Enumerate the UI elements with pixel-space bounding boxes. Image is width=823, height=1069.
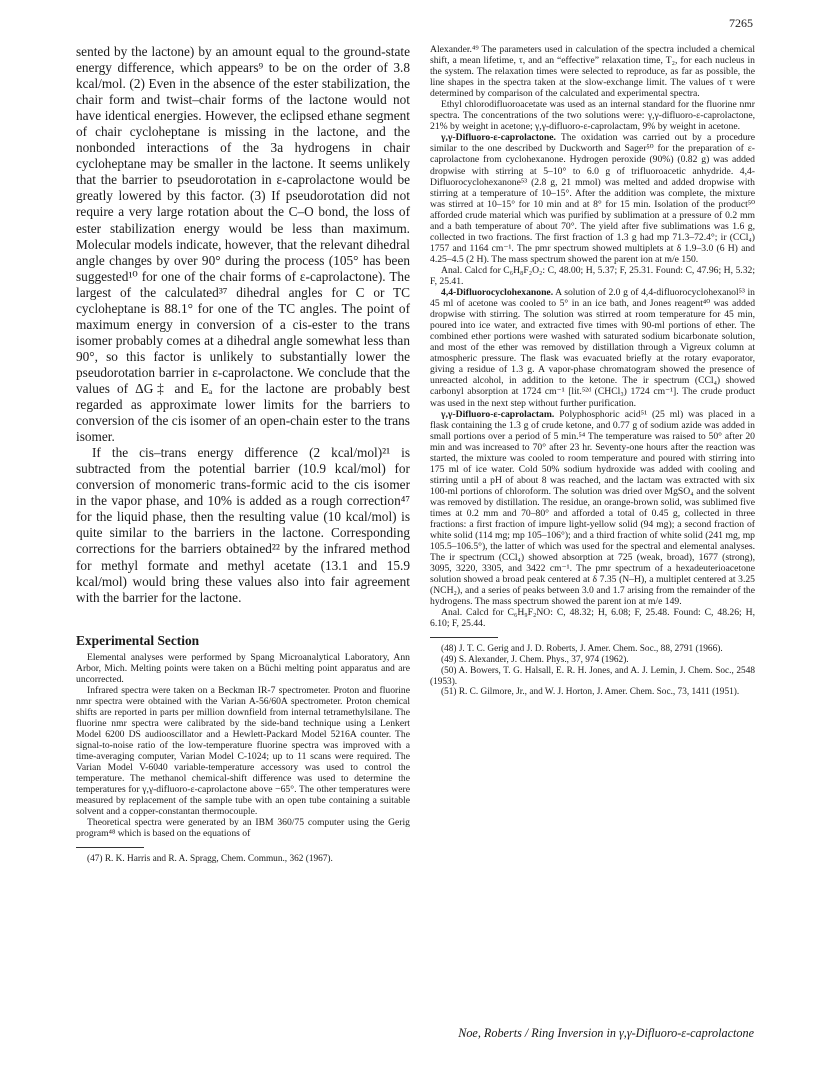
paragraph-text: Polyphosphoric acid⁵¹ (25 ml) was placed in a flask containing the 1.3 g of crude ketone, and 0.77 g of sodium azide was added in small portions over a period of 5 min.⁵⁴ The temperature was raised to 50° after 20 min and was increased to 70° after 23 hr. Seventy-one hours after the reaction was started, the mixture was cooled to room temperature and poured with stirring into 175 ml of ice water. Cold 50% sodium hydroxide was added with cooling and stirring until a pH of about 8 was reached, and the lactam was extracted with six 100-ml portions of chloroform. The solution was dried over MgSO₄ and the solvent was removed by distillation. The residue, an orange-brown solid, was sublimed five times at 0.2 mm and 70–80° and afforded a total of 0.45 g, collected in three fractions: a first fraction of impure light-yellow solid (94 mg); a second fraction of white solid (114 mg; mp 105–106°); and a third fraction of white solid (241 mg, mp 105.5–106.5°), the latter of which was used for the spectral and elemental analyses. The ir spectrum (CCl₄) showed absorption at 725 (weak, broad), 1677 (strong), 3095, 3220, 3305, and 3422 cm⁻¹. The pmr spectrum of a hexadeuterioacetone solution showed a broad peak centered at δ 7.35 (N–H), a multiplet centered at 3.25 (NCH₂), and a series of peaks between 3.0 and 1.7 arising from the remainder of the hydrogens. The mass spectrum showed the parent ion at m/e 149.: [430, 408, 755, 608]
running-footer: Noe, Roberts / Ring Inversion in γ,γ-Difluoro-ε-caprolactone: [458, 1026, 754, 1040]
paragraph-text: Anal. Calcd for C₆H₉F₂NO: C, 48.32; H, 6.08; F, 25.48. Found: C, 48.26; H, 6.10; F, 25.44.: [430, 607, 755, 630]
compound-heading: γ,γ-Difluoro-ε-caprolactam.: [441, 408, 555, 420]
section-heading: Experimental Section: [76, 632, 200, 648]
experimental-paragraph: [430, 409, 755, 608]
paragraph-text: The oxidation was carried out by a procedure similar to the one described by Duckworth and Sager⁵⁰ for the preparation of ε-caprolactone from cyclohexanone. Hydrogen peroxide (90%) (0.82 g) was added dropwise with stirring at 5–10° to 6.0 g of trifluoroacetic anhydride. 4,4-Difluorocyclohexanone⁵³ (2.8 g, 21 mmol) was melted and added dropwise with stirring at a temperature of 10–15°. After the addition was complete, the mixture was stirred at 10–15° for 10 min and at 8° for 15 min. Isolation of the product⁵⁰ afforded crude material which was purified by sublimation at a pressure of 0.2 mm and a bath temperature of about 70°. The yield after five sublimations was 1.6 g, collected in two fractions. The first fraction of 1.3 g had mp 71.3–72.4°; ir (CCl₄) 1757 and 1164 cm⁻¹. The pmr spectrum showed multiplets at δ 1.9–3.0 (6 H) and 4.25–4.5 (2 H). The mass spectrum showed the parent ion at m/e 150.: [430, 132, 755, 265]
experimental-paragraph: Theoretical spectra were generated by an IBM 360/75 computer using the Gerig program⁴⁸ which is based on the equations of: [76, 817, 410, 840]
experimental-paragraph: [430, 44, 755, 99]
footnote-divider: [430, 637, 498, 638]
footnote: (50) A. Bowers, T. G. Halsall, E. R. H. Jones, and A. J. Lemin, J. Chem. Soc., 2548 (1953).: [430, 665, 755, 687]
footnote-divider: [76, 847, 144, 848]
experimental-paragraph: Elemental analyses were performed by Spang Microanalytical Laboratory, Ann Arbor, Mich. Melting points were taken on a Büchi melting point apparatus and are uncorrected.: [76, 651, 410, 685]
paragraph-text: Anal. Calcd for C₆H₈F₂O₂: C, 48.00; H, 5.37; F, 25.31. Found: C, 47.96; H, 5.32; F, 25.41.: [430, 264, 755, 287]
footnote: (47) R. K. Harris and R. A. Spragg, Chem. Commun., 362 (1967).: [87, 854, 333, 865]
footnote: (51) R. C. Gilmore, Jr., and W. J. Horton, J. Amer. Chem. Soc., 73, 1411 (1951).: [441, 687, 740, 698]
experimental-paragraph: [430, 132, 755, 265]
footnote: (49) S. Alexander, J. Chem. Phys., 37, 974 (1962).: [441, 655, 629, 666]
compound-heading: 4,4-Difluorocyclohexanone.: [441, 287, 554, 299]
paragraph-text: Alexander.⁴⁹ The parameters used in calculation of the spectra included a chemical shift, a mean lifetime, τ, and an “effective” relaxation time, T₂, for each nucleus in the system. The relaxation times were selected to reproduce, as far as possible, the line shapes in the spectra taken at the slow-exchange limit. The values of τ were determined by comparison of the calculated and experimental spectra.: [430, 44, 755, 100]
experimental-paragraph: Infrared spectra were taken on a Beckman IR-7 spectrometer. Proton and fluorine nmr spectra were obtained with the Varian A-56/60A spectrometer. Proton chemical shifts are reported in parts per million downfield from internal tetramethylsilane. The fluorine nmr spectra were calibrated by the side-band technique using a Lenkert Model 6200 DS audiooscillator and a Hewlett-Packard Model 5216A counter. The signal-to-noise ratio of the low-temperature fluorine spectra was improved with a time-averaging computer, Varian Model C-1024; up to 11 scans were required. The Varian Model V-6040 variable-temperature accessory was used to control the temperature. The methanol chemical-shift difference was used to determine the temperatures for γ,γ-difluoro-ε-caprolactone above −65°. The other temperatures were measured by replacement of the sample tube with an open tube containing a suitable solvent and a copper-constantan thermocouple.: [76, 684, 410, 818]
paragraph-text: A solution of 2.0 g of 4,4-difluorocyclohexanol⁵³ in 45 ml of acetone was cooled to 5° in an ice bath, and Jones reagent⁴⁰ was added dropwise with stirring. The solution was stirred at room temperature for 45 min, poured into ice water, and extracted five times with 90-ml portions of ether. The combined ether portions were washed with saturated sodium bicarbonate solution, and most of the ether was removed by distillation through a Vigreux column at atmospheric pressure. The flask was evacuated briefly at the rotary evaporator, giving a residue of 1.3 g. A vapor-phase chromatogram showed the presence of unreacted alcohol, in addition to the ketone. The ir spectrum (CCl₄) showed carbonyl absorption at 1724 cm⁻¹ [lit.⁵²ᵈ (CHCl₃) 1724 cm⁻¹]. The crude product was used in the next step without further purification.: [430, 287, 755, 409]
analysis-paragraph: [430, 265, 755, 287]
body-paragraph: If the cis–trans energy difference (2 kcal/mol)²¹ is subtracted from the potential barrier (10.9 kcal/mol) for conversion of monomeric trans-formic acid to the cis isomer in the vapor phase, and 10% is added as a rough correction⁴⁷ for the liquid phase, then the resulting value (10 kcal/mol) is quite similar to the barriers in the lactone. Corresponding corrections for the barriers obtained²² by the infrared method for methyl formate and methyl acetate (13.1 and 15.9 kcal/mol) would bring these values also into fair agreement with the barrier for the lactone.: [76, 445, 410, 605]
analysis-paragraph: [430, 607, 755, 629]
compound-heading: γ,γ-Difluoro-ε-caprolactone.: [441, 132, 556, 144]
footnote: (48) J. T. C. Gerig and J. D. Roberts, J. Amer. Chem. Soc., 88, 2791 (1966).: [441, 644, 723, 655]
left-column: [76, 44, 410, 865]
page-number: 7265: [729, 16, 753, 30]
paragraph-text: Ethyl chlorodifluoroacetate was used as an internal standard for the fluorine nmr spectra. The concentrations of the two solutions were: γ,γ-difluoro-ε-caprolactone, 21% by weight in acetone; γ,γ-difluoro-ε-caprolactam, 9% by weight in acetone.: [430, 99, 755, 133]
experimental-paragraph: [430, 287, 755, 409]
body-paragraph: sented by the lactone) by an amount equal to the ground-state energy difference, which appears⁹ to be on the order of 3.8 kcal/mol. (2) Even in the absence of the ester stabilization, the chair form and twist–chair forms of the lactone would not have identical energies. However, the eclipsed ethane segment of chair cycloheptane is missing in the lactone, and the nonbonded interactions of the 3a hydrogens in chair cycloheptane may be smaller in the lactone. It seems unlikely that the barrier to pseudorotation in ε-caprolactone would be greatly lowered by this factor. (3) If pseudorotation did not require a very large rotation about the C–O bond, the loss of ester stabilization energy would be less than maximum. Molecular models indicate, however, that the relevant dihedral angle changes by over 90° during the process (105° has been suggested¹⁰ for one of the chair forms of ε-caprolactone). The largest of the calculated³⁷ dihedral angles for C or TC cycloheptane is 88.1° for one of the TC angles. The point of maximum energy in conversion of a cis-ester to the trans isomer probably comes at a dihedral angle somewhat less than 90°, so this factor is unlikely to substantially lower the pseudorotation barrier in ε-caprolactone. We conclude that the values of ΔG‡ and Eₐ for the lactone are probably best regarded as approximate lower limits for the barriers to conversion of the cis isomer of an open-chain ester to the trans isomer.: [76, 44, 410, 445]
experimental-paragraph: [430, 99, 755, 132]
right-column: [430, 44, 755, 698]
